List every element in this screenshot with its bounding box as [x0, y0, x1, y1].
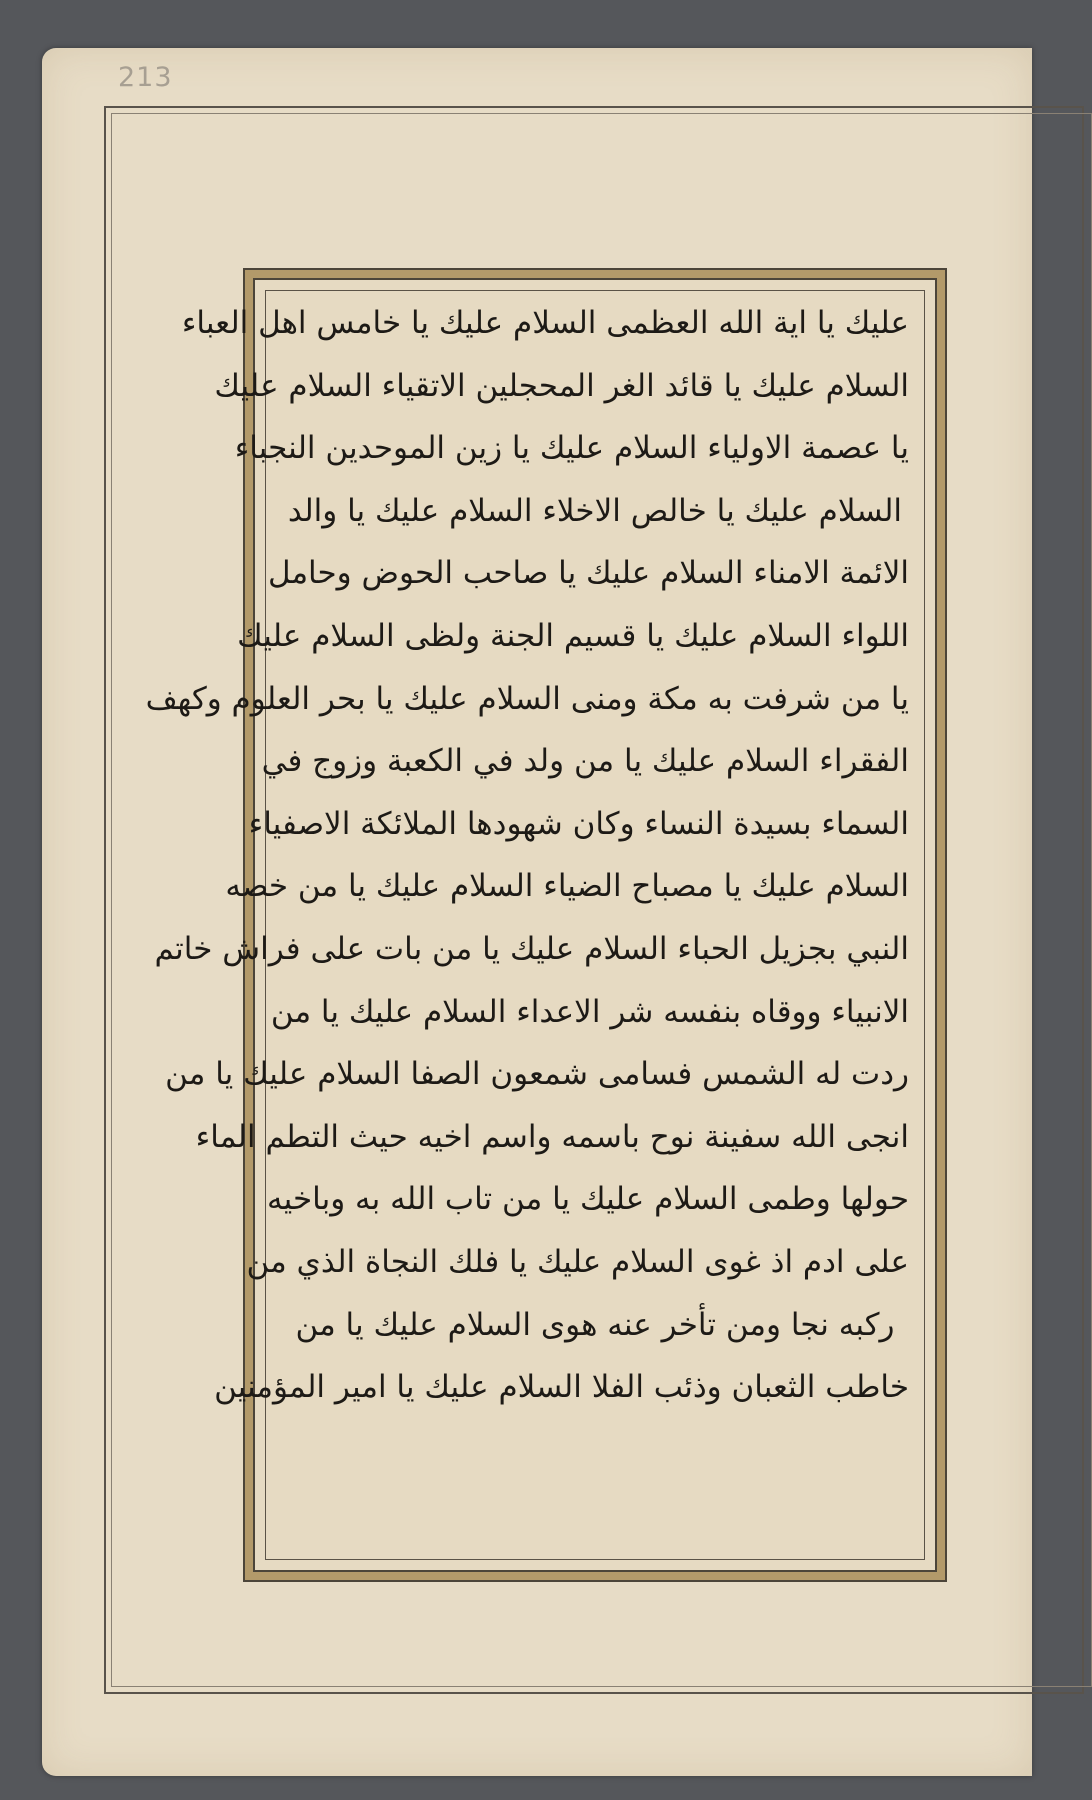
- text-line: السلام عليك يا خالص الاخلاء السلام عليك يا والد: [287, 492, 903, 529]
- page-number: 213: [118, 62, 173, 93]
- text-line: السلام عليك يا مصباح الضياء السلام عليك يا من خصه: [225, 868, 909, 905]
- text-line: يا عصمة الاولياء السلام عليك يا زين الموحدين النجباء: [234, 430, 909, 467]
- text-line: الفقراء السلام عليك يا من ولد في الكعبة وزوج في: [261, 743, 909, 780]
- text-line: انجى الله سفينة نوح باسمه واسم اخيه حيث التطم الماء: [195, 1118, 909, 1155]
- text-line: حولها وطمى السلام عليك يا من تاب الله به وباخيه: [267, 1181, 909, 1218]
- text-line: ركبه نجا ومن تأخر عنه هوى السلام عليك يا من: [295, 1306, 895, 1343]
- text-line: على ادم اذ غوى السلام عليك يا فلك النجاة الذي من: [246, 1243, 909, 1280]
- text-line: السلام عليك يا قائد الغر المحجلين الاتقياء السلام عليك: [214, 367, 909, 404]
- text-line: يا من شرفت به مكة ومنى السلام عليك يا بحر العلوم وكهف: [145, 680, 909, 717]
- text-line: عليك يا اية الله العظمى السلام عليك يا خامس اهل العباء: [181, 305, 909, 341]
- text-line: الانبياء ووقاه بنفسه شر الاعداء السلام عليك يا من: [270, 993, 909, 1030]
- text-line: ردت له الشمس فسامى شمعون الصفا السلام عليك يا من: [165, 1056, 909, 1093]
- text-frame: [145, 270, 945, 1580]
- text-line: السماء بسيدة النساء وكان شهودها الملائكة الاصفياء: [248, 805, 909, 842]
- text-line: النبي بجزيل الحباء السلام عليك يا من بات على فراش خاتم: [154, 930, 909, 967]
- arabic-text-block: [145, 292, 909, 1419]
- text-line: الائمة الامناء السلام عليك يا صاحب الحوض وحامل: [267, 555, 909, 592]
- text-line: خاطب الثعبان وذئب الفلا السلام عليك يا امير المؤمنين: [214, 1369, 909, 1406]
- text-line: اللواء السلام عليك يا قسيم الجنة ولظى السلام عليك: [237, 617, 909, 654]
